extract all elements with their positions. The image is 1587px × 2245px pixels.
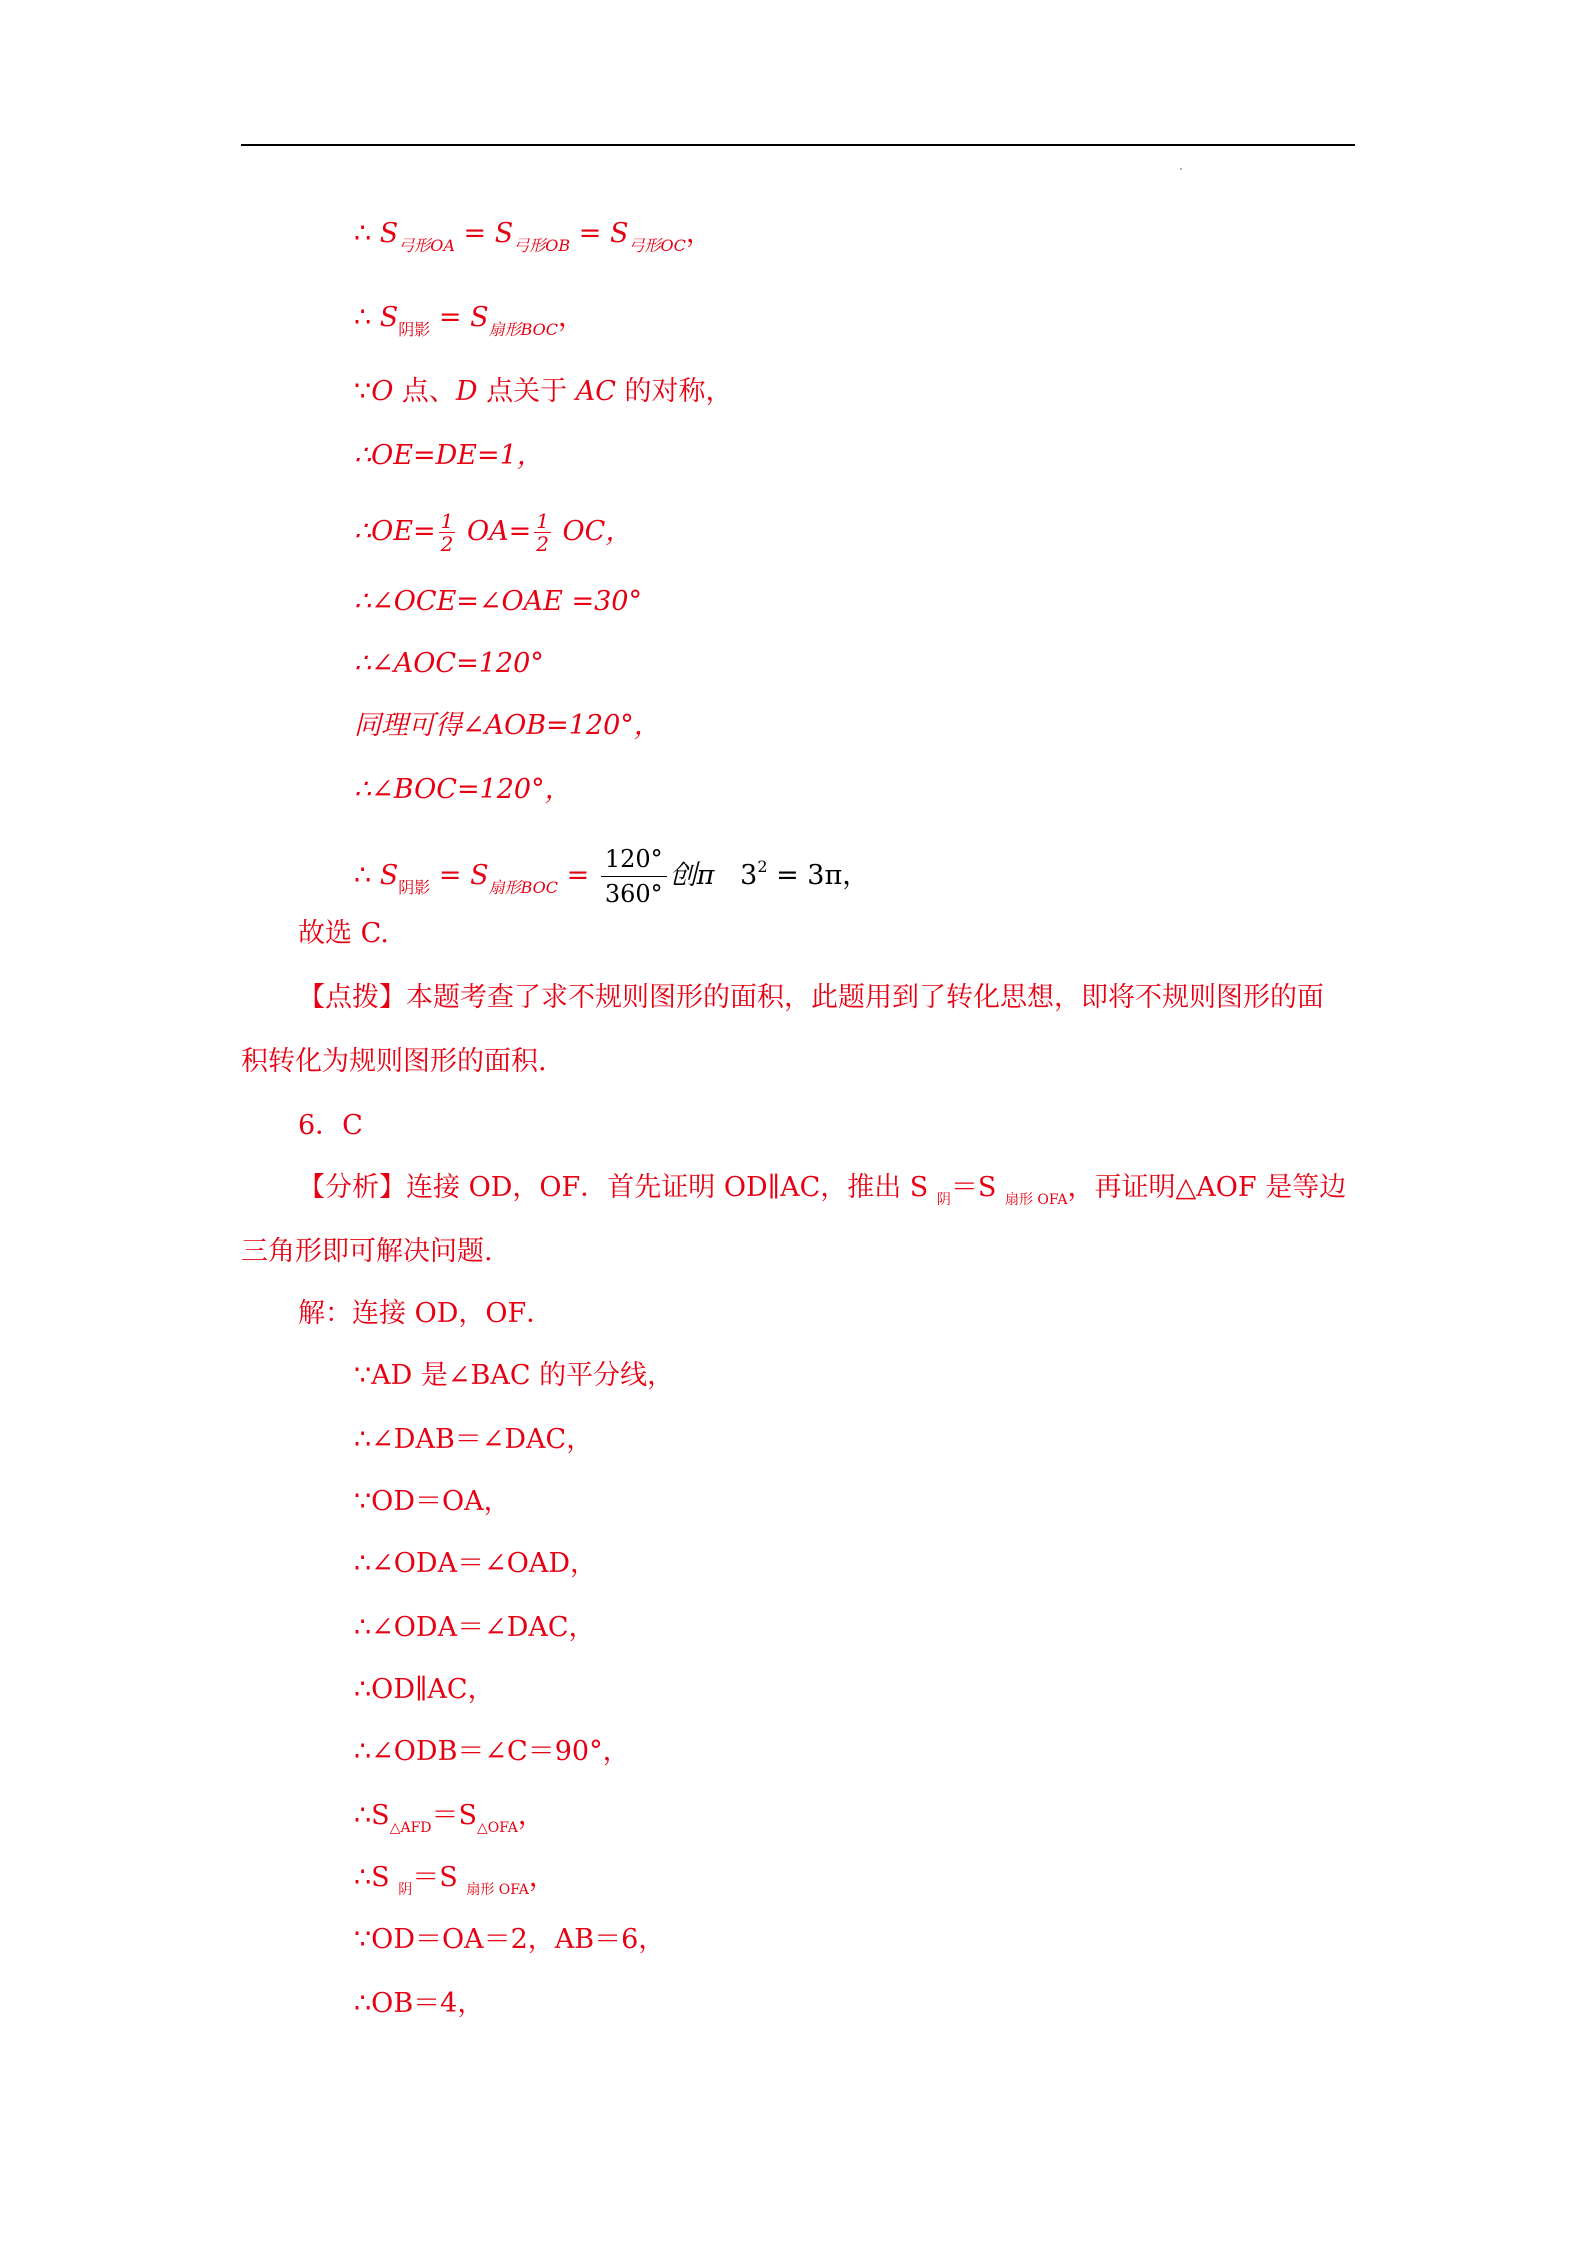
line-od-parallel-ac: ∴OD∥AC， [354, 1674, 495, 1705]
line-analysis-2: 三角形即可解决问题. [241, 1236, 493, 1267]
line-tip-2: 积转化为规则图形的面积. [241, 1046, 547, 1077]
line-angle-aob: 同理可得∠AOB=120°， [354, 710, 661, 741]
line-od-oa: ∵OD＝OA， [354, 1486, 511, 1517]
line-ob: ∴OB＝4， [354, 1988, 485, 2019]
question-number: 6．C [298, 1110, 363, 1141]
line-shaded-area-result: ∴ $S_{阴影} = S_{扇形BOC}$ = $\frac{120^\circ}{360^\circ}$ 创π $3^2 = 3\pi$， [354, 842, 869, 911]
line-bisector: ∵AD 是∠BAC 的平分线， [354, 1360, 675, 1391]
line-analysis-1: 【分析】连接 OD，OF．首先证明 OD∥AC，推出 S $_阴$＝S $_{扇形 OFA}$，再证明△AOF 是等边 [298, 1172, 1347, 1208]
line-segment-areas: ∴ $S_{弓形OA} = S_{弓形OB} = S_{弓形OC}$， [354, 218, 713, 255]
line-shaded-equals-sector: ∴ $S_{阴影} = S_{扇形BOC}$， [354, 302, 586, 339]
line-solution-start: 解：连接 OD，OF． [298, 1298, 554, 1329]
line-dab-dac: ∴∠DAB＝∠DAC， [354, 1424, 594, 1455]
line-tip-1: 【点拨】本题考查了求不规则图形的面积，此题用到了转化思想，即将不规则图形的面 [298, 982, 1324, 1013]
fraction-120-360: $\frac{120^\circ}{360^\circ}$ [601, 842, 667, 911]
line-angle-boc: ∴∠BOC=120°， [354, 774, 572, 805]
line-oda-dac: ∴∠ODA＝∠DAC， [354, 1612, 596, 1643]
line-angle-oce: ∴∠OCE=∠OAE =30° [354, 586, 642, 617]
line-odb-90: ∴∠ODB＝∠C＝90°， [354, 1736, 630, 1767]
header-rule [241, 144, 1355, 146]
line-triangle-areas: $\therefore S_{\triangle AFD}=S_{\triangle OFA}$， [354, 1800, 545, 1836]
line-angle-aoc: ∴∠AOC=120° [354, 648, 544, 679]
line-shaded-sector-ofa: ∴S $_阴$＝S $_{扇形 OFA}$， [354, 1862, 556, 1898]
line-oda-oad: ∴∠ODA＝∠OAD， [354, 1548, 597, 1579]
line-given-lengths: ∵OD＝OA＝2，AB＝6， [354, 1924, 666, 1955]
header-dot [1180, 168, 1182, 170]
line-choose-c: 故选 C. [298, 918, 389, 949]
line-oe-de: ∴OE=DE=1， [354, 440, 544, 471]
line-oe-half: ∴OE= $\frac{1}{2}$ OA= $\frac{1}{2}$ OC， [354, 509, 633, 556]
line-symmetry: ∵O 点、D 点关于 AC 的对称， [354, 376, 733, 407]
